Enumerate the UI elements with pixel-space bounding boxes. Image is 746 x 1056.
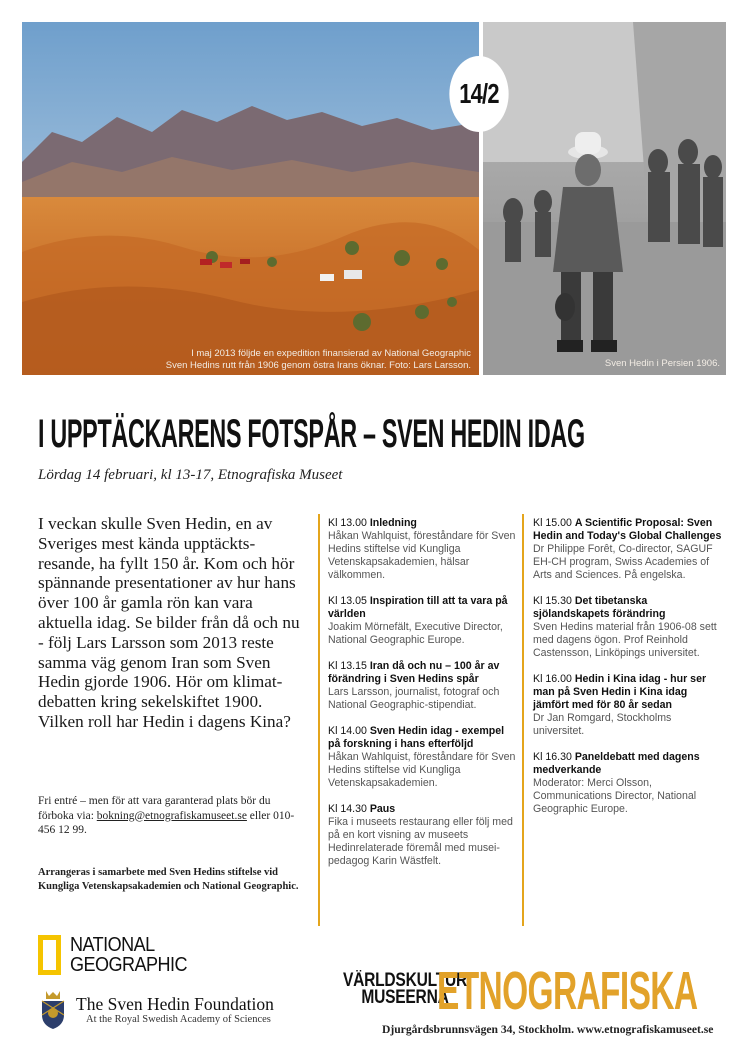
program-title: Sven Hedin idag - exempel på forskning i hans efterföljd <box>328 725 505 750</box>
program-column-1 <box>328 517 518 881</box>
desert-photo <box>22 22 479 375</box>
event-subtitle: Lördag 14 februari, kl 13-17, Etnografiska Museet <box>38 467 343 483</box>
program-time: Kl 15.30 <box>533 595 572 607</box>
program-item <box>533 673 723 738</box>
intro-text: I veckan skulle Sven Hedin, en av Sveriges mest kända upptäckts-resande, ha fyllt 150 år. Kom och hör spännande presentationer av hur hans över 100 år gamla rön kan vara aktuella idag. Se bilder från då och nu - följ Lars Larsson som 2013 reste samma väg genom Iran som Sven Hedin gjorde 1906. Hör om klimat-debatten kring sekelskiftet 1900. Vilken roll har Hedin i dagens Kina? <box>38 514 300 731</box>
sven-hedin-foundation-logo <box>38 989 274 1031</box>
booking-email-link[interactable]: bokning@etnografiskamuseet.se <box>96 809 247 822</box>
column-divider <box>318 514 320 926</box>
ng-line1: NATIONAL <box>70 933 155 956</box>
booking-text: Fri entré – men för att vara garanterad plats bör du förboka via: <box>38 795 271 822</box>
ng-wordmark <box>70 935 187 975</box>
date-badge: 14/2 <box>449 56 508 132</box>
booking-phone: 010-456 12 99. <box>38 809 295 836</box>
program-time: Kl 13.15 <box>328 660 367 672</box>
program-description: Håkan Wahlquist, föreståndare för Sven Hedins stiftelse vid Kungliga Vetenskapsakademien. <box>328 751 516 789</box>
program-item <box>328 803 518 868</box>
program-title: Iran då och nu – 100 år av förändring i Sven Hedins spår <box>328 660 500 685</box>
crest-icon <box>38 989 68 1031</box>
program-time: Kl 14.00 <box>328 725 367 737</box>
program-item <box>328 595 518 647</box>
ng-yellow-frame-icon <box>38 935 61 975</box>
program-item <box>328 725 518 790</box>
program-description: Lars Larsson, journalist, fotograf och National Geographic-stipendiat. <box>328 686 500 711</box>
program-item <box>533 595 723 660</box>
program-time: Kl 13.05 <box>328 595 367 607</box>
program-title: Inspiration till att ta vara på världen <box>328 595 508 620</box>
vk-line2: MUSEERNA <box>361 987 449 1008</box>
program-item <box>533 517 723 582</box>
program-title: Paus <box>369 803 396 815</box>
program-time: Kl 13.00 <box>328 517 367 529</box>
program-title: Det tibetanska sjölandskapets förändring <box>533 595 666 620</box>
program-description: Joakim Mörnefält, Executive Director, National Geographic Europe. <box>328 621 503 646</box>
booking-info <box>38 794 308 838</box>
vk-line1: VÄRLDSKULTUR <box>343 970 467 991</box>
hedin-photo-caption: Sven Hedin i Persien 1906. <box>604 358 720 369</box>
program-item <box>328 517 518 582</box>
partners-note: Arrangeras i samarbete med Sven Hedins stiftelse vid Kungliga Vetenskapsakademien och National Geographic. <box>38 867 299 892</box>
national-geographic-logo <box>38 935 203 975</box>
program-description: Håkan Wahlquist, föreståndare för Sven Hedins stiftelse vid Kungliga Vetenskapsakademien, hälsar välkommen. <box>328 530 516 581</box>
program-title: A Scientific Proposal: Sven Hedin and Today's Global Challenges <box>533 517 722 542</box>
program-description: Dr Philippe Forêt, Co-director, SAGUF EH-CH program, Swiss Academies of Arts and Sciences. På engelska. <box>533 543 713 581</box>
desert-landscape-image <box>22 22 479 375</box>
desert-caption-line1: I maj 2013 följde en expedition finansierad av National Geographic <box>191 348 471 359</box>
program-time: Kl 16.00 <box>533 673 572 685</box>
shf-name: The Sven Hedin Foundation <box>76 994 274 1014</box>
program-description: Dr Jan Romgard, Stockholms universitet. <box>533 712 672 737</box>
shf-text <box>76 995 274 1025</box>
program-description: Moderator: Merci Olsson, Communications Director, National Geographic Europe. <box>533 777 697 815</box>
page-title: I UPPTÄCKARENS FOTSPÅR – SVEN HEDIN IDAG <box>38 412 585 456</box>
etnografiska-logo: ETNOGRAFISKA <box>437 961 698 1021</box>
column-divider <box>522 514 524 926</box>
desert-photo-caption <box>111 348 471 372</box>
hedin-portrait-image <box>483 22 726 375</box>
program-time: Kl 15.00 <box>533 517 572 529</box>
program-time: Kl 14.30 <box>328 803 367 815</box>
program-time: Kl 16.30 <box>533 751 572 763</box>
program-title: Hedin i Kina idag - hur ser man på Sven Hedin i Kina idag jämfört med för 80 år sedan <box>533 673 707 711</box>
desert-caption-line2: Sven Hedins rutt från 1906 genom östra Irans öknar. Foto: Lars Larsson. <box>165 360 471 371</box>
program-item <box>533 751 723 816</box>
museum-address: Djurgårdsbrunnsvägen 34, Stockholm. www.etnografiskamuseet.se <box>382 1023 714 1036</box>
program-description: Sven Hedins material från 1906-08 sett med dagens ögon. Prof Reinhold Castensson, Linköpings universitet. <box>533 621 717 659</box>
program-item <box>328 660 518 712</box>
program-title: Paneldebatt med dagens medverkande <box>533 751 700 776</box>
ng-line2: GEOGRAPHIC <box>70 953 188 976</box>
booking-or: eller <box>249 809 271 822</box>
program-title: Inledning <box>369 517 417 529</box>
hedin-photo <box>483 22 726 375</box>
program-column-2 <box>533 517 723 829</box>
program-description: Fika i museets restaurang eller följ med på en kort visning av museets Hedinrelaterade föremål med musei-pedagog Karin Wästfelt. <box>328 816 513 867</box>
shf-subtitle: At the Royal Swedish Academy of Sciences <box>86 1014 271 1025</box>
